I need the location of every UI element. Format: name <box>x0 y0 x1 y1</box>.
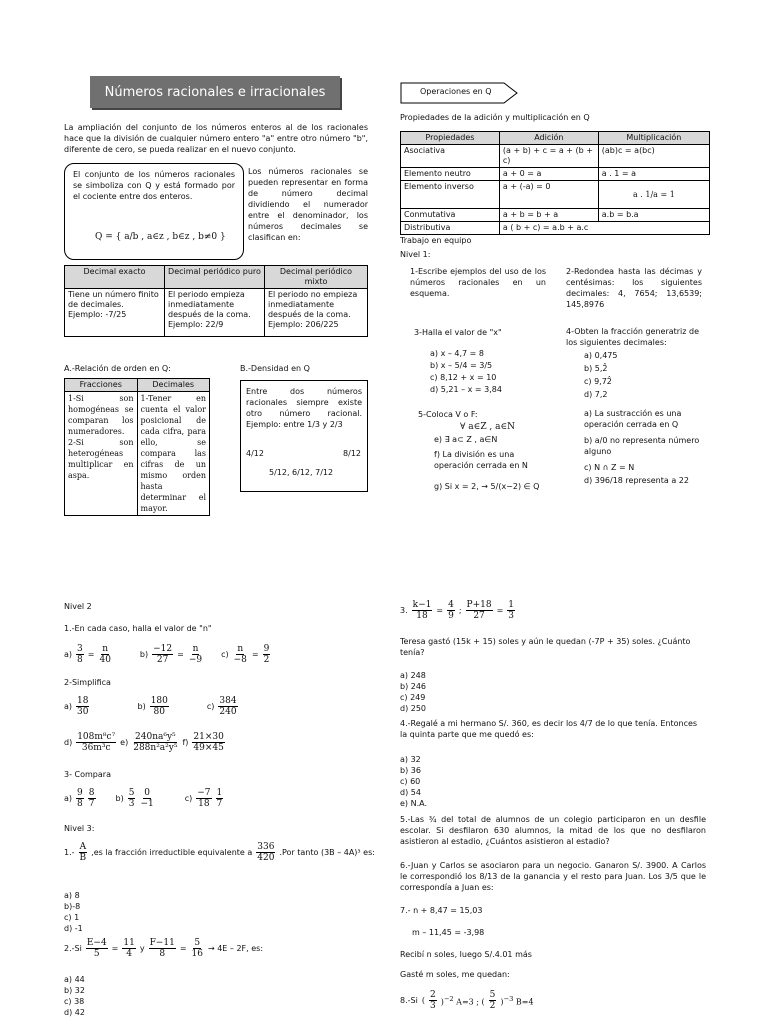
level3-q2-options <box>64 974 85 1018</box>
ops-tag <box>400 82 518 104</box>
order-decimales: 1-Tener en cuenta el valor posicional de cada cifra, para ello, se compara las cifras de un mismo orden hasta determinar el mayor. <box>137 392 210 516</box>
level3-q1-options <box>64 890 83 934</box>
decimal-header: Decimal periódico puro <box>164 266 264 289</box>
q4-item: b) 5,2̂ <box>584 364 608 373</box>
option: a) 8 <box>64 891 80 900</box>
q5b-item: a) La sustracción es una operación cerrada en Q <box>584 409 682 429</box>
option: a) 44 <box>64 975 85 984</box>
right-q4: 4.-Regalé a mi hermano S/. 360, es decir los 4/7 de lo que tenía. Entonces la quinta parte que me quedó es: <box>400 719 698 739</box>
order-heading: A.-Relación de orden en Q: <box>64 364 171 373</box>
option: b) 32 <box>64 986 85 995</box>
q4-item: a) 0,475 <box>584 351 618 360</box>
option: c) 60 <box>400 777 421 786</box>
density-heading: B.-Densidad en Q <box>240 364 310 373</box>
level2-q2-items: a) $\frac{18}{30}$ b) $\frac{180}{80}$ c) $\frac{384}{240}$ <box>64 696 237 717</box>
q5-item: ∀ a∈Z , a∈N <box>460 422 516 432</box>
props-cell: a.b = b.a <box>598 209 709 222</box>
props-table <box>400 131 710 235</box>
level2-q1: 1.-En cada caso, halla el valor de "n" <box>64 624 212 633</box>
density-text: Entre dos números racionales siempre existe otro número racional. Ejemplo: entre 1/3 y 2/3 <box>246 387 362 429</box>
right-q3: 3. $\frac{k-1}{18}$ = $\frac{4}{9}$ ; $\frac{P+18}{27}$ = $\frac{1}{3}$ <box>400 600 515 621</box>
props-cell: (ab)c = a(bc) <box>598 145 709 168</box>
q3-item: a) x – 4,7 = 8 <box>430 349 484 358</box>
q3-item: c) 8,12 + x = 10 <box>430 373 497 382</box>
props-cell: a . 1 = a <box>598 168 709 181</box>
level2-heading: Nivel 2 <box>64 602 92 611</box>
option: d) 250 <box>400 704 427 713</box>
order-header: Decimales <box>137 379 210 392</box>
option: c) 249 <box>400 693 426 702</box>
team-q3-list <box>430 348 502 396</box>
right-q3-label: 3. <box>400 606 408 615</box>
option: b) 36 <box>400 766 421 775</box>
q4-item: d) 7,2 <box>584 390 608 399</box>
teresa-options <box>400 670 426 714</box>
level3-q1: 1.- $\frac{A}{B}$ ,es la fracción irreductible equivalente a $\frac{336}{420}$ .Por tanto (3B – 4A)³ es: <box>64 842 375 863</box>
team-q1: 1-Escribe ejemplos del uso de los números racionales en un esquema. <box>410 267 546 298</box>
level2-q2-items-b: d) $\frac{\text{108m⁸c⁷}}{\text{36m³c}}$ e) $\frac{\text{240na⁶y⁵}}{\text{288n²a²y⁵}}$ f) $\frac{21\times 30}{49\times 45}$ <box>64 732 224 753</box>
density-middle: 5/12, 6/12, 7/12 <box>269 468 334 477</box>
density-box <box>240 380 368 492</box>
intro-text: La ampliación del conjunto de los números enteros al de los racionales hace que la división de cualquier número entero "a" entre otro número "b", diferente de cero, se pueda realizar en el nuevo conjunto. <box>64 123 368 154</box>
q5-item: e) ∃ a⊂ Z , a∈N <box>434 435 498 444</box>
definition-box <box>64 163 244 260</box>
props-cell: a . 1/a = 1 <box>598 181 709 209</box>
right-q7a: 7.- n + 8,47 = 15,03 <box>400 906 483 915</box>
density-right: 8/12 <box>343 449 361 458</box>
option: c) 38 <box>64 997 85 1006</box>
order-header: Fracciones <box>65 379 138 392</box>
option: e) N.A. <box>400 799 427 808</box>
option: b) 246 <box>400 682 427 691</box>
props-cell: a + 0 = a <box>499 168 598 181</box>
level3-q2-b: → 4E – 2F, es: <box>207 944 264 953</box>
right-q4-options <box>400 754 427 809</box>
level3-q2: 2.-Si $\frac{E-4}{5}$ = $\frac{11}{4}$ y $\frac{F-11}{8}$ = $\frac{5}{16}$ → 4E – 2F, es: <box>64 938 264 959</box>
level2-q3: 3- Compara <box>64 770 111 779</box>
props-cell: Asociativa <box>401 145 500 168</box>
option: d) -1 <box>64 924 83 933</box>
definition-text: El conjunto de los números racionales se simboliza con Q y está formado por el cociente entre dos enteros. <box>73 170 235 201</box>
right-q7d: Gasté m soles, me quedan: <box>400 970 510 979</box>
props-cell: (a + b) + c = a + (b + c) <box>499 145 598 168</box>
decimal-cell: El periodo no empieza inmediatamente después de la coma. Ejemplo: 206/225 <box>264 289 367 337</box>
decimal-header: Decimal exacto <box>65 266 165 289</box>
q5-item: f) La división es una operación cerrada en N <box>434 450 528 470</box>
order-table <box>64 378 210 516</box>
team-q2: 2-Redondea hasta las décimas y centésimas: los siguientes decimales: 4, 7654; 13,6539; 145,8976 <box>566 267 702 309</box>
props-cell: a + (-a) = 0 <box>499 181 598 209</box>
option: c) 1 <box>64 913 80 922</box>
right-q5: 5.-Las ¾ del total de alumnos de un colegio participaron en un desfile escolar. Si desfilaron 630 alumnos, la mitad de los que no desfilaron asistieron al estadio, ¿Cuántos asistieron al estadio? <box>400 815 706 846</box>
option: d) 54 <box>400 788 421 797</box>
page-title: Números racionales e irracionales <box>90 76 340 108</box>
team-heading: Trabajo en equipo <box>400 236 472 245</box>
order-fracciones: 1-Si son homogéneas se comparan los numeradores. 2-Si son heterogéneas multiplicar en aspa. <box>65 392 138 516</box>
definition-formula: Q = { a/b , a∈z , b∈z , b≠0 } <box>95 232 226 242</box>
option: a) 248 <box>400 671 426 680</box>
decimal-text: Los números racionales se pueden representar en forma de número decimal dividiendo el numerador entre el denominador, los números decimales se clasifican en: <box>248 167 368 242</box>
level2-q1-items: a) $\frac{3}{8}$ = $\frac{n}{40}$ b) $\frac{-12}{27}$ = $\frac{n}{-9}$ c) $\frac{n}{-8}$ = $\frac{9}{2}$ <box>64 644 270 665</box>
right-q6: 6.-Juan y Carlos se asociaron para un negocio. Ganaron S/. 3900. A Carlos le correspondió los 8/13 de la ganancia y el resto para Juan. Los 3/5 que le correspondía a Juan es: <box>400 861 706 892</box>
option: d) 42 <box>64 1008 85 1017</box>
decimal-cell: El periodo empieza inmediatamente después de la coma. Ejemplo: 22/9 <box>164 289 264 337</box>
level3-q1-b: ,es la fracción irreductible equivalente a <box>91 848 253 857</box>
level3-heading: Nivel 3: <box>64 824 95 833</box>
props-cell: a + b = b + a <box>499 209 598 222</box>
props-cell: Elemento inverso <box>401 181 500 209</box>
q3-item: d) 5,21 – x = 3,84 <box>430 385 502 394</box>
teresa-text: Teresa gastó (15k + 15) soles y aún le quedan (-7P + 35) soles. ¿Cuánto tenía? <box>400 637 691 657</box>
q3-item: b) x – 5/4 = 3/5 <box>430 361 493 370</box>
team-q4: 4-Obten la fracción generatriz de los siguientes decimales: <box>566 327 700 347</box>
team-level: Nivel 1: <box>400 250 431 259</box>
props-header: Propiedades <box>401 132 500 145</box>
props-header: Multiplicación <box>598 132 709 145</box>
props-cell: Elemento neutro <box>401 168 500 181</box>
ops-tag-label: Operaciones en Q <box>420 87 492 96</box>
props-cell: a ( b + c) = a.b + a.c <box>499 222 709 235</box>
q5b-item: d) 396/18 representa a 22 <box>584 476 689 485</box>
props-cell: Distributiva <box>401 222 500 235</box>
right-q7b: m – 11,45 = -3,98 <box>412 928 485 937</box>
right-q8: 8.-Si ( $\frac{2}{3}$ )$^{-2}$ A=3 ; ( $\frac{5}{2}$ )$^{-3}$ B=4 <box>400 990 534 1011</box>
level2-q2: 2-Simplifica <box>64 678 111 687</box>
density-left: 4/12 <box>246 449 264 458</box>
team-q4-list <box>584 350 617 402</box>
decimal-header: Decimal periódico mixto <box>264 266 367 289</box>
option: a) 32 <box>400 755 421 764</box>
props-header: Adición <box>499 132 598 145</box>
decimal-cell: Tiene un número finito de decimales. Ejemplo: -7/25 <box>65 289 165 337</box>
level3-q2-a: 2.-Si <box>64 944 82 953</box>
decimal-table <box>64 265 368 337</box>
right-q7c: Recibí n soles, luego S/.4.01 más <box>400 950 532 959</box>
level3-q1-a: 1.- <box>64 848 75 857</box>
q5b-item: b) a/0 no representa número alguno <box>584 436 700 456</box>
props-heading: Propiedades de la adición y multiplicación en Q <box>400 113 590 122</box>
team-q5b-list <box>584 408 706 486</box>
props-cell: Conmutativa <box>401 209 500 222</box>
option: b)-8 <box>64 902 81 911</box>
q5b-item: c) N ∩ Z = N <box>584 463 635 472</box>
team-q3: 3-Halla el valor de "x" <box>414 328 502 337</box>
level2-q3-items: a) $\frac{9}{8}$ $\frac{8}{7}$ b) $\frac{5}{3}$ $\frac{0}{-1}$ c) $\frac{-7}{18}$ $\frac{1}{7}$ <box>64 788 223 809</box>
q5-item: g) Si x = 2, → 5/(x−2) ∈ Q <box>434 482 540 491</box>
q4-item: c) 9,72̂ <box>584 377 612 386</box>
team-q5: 5-Coloca V o F: <box>418 410 478 419</box>
level3-q1-c: .Por tanto (3B – 4A)³ es: <box>279 848 375 857</box>
right-q8-label: 8.-Si <box>400 996 418 1005</box>
